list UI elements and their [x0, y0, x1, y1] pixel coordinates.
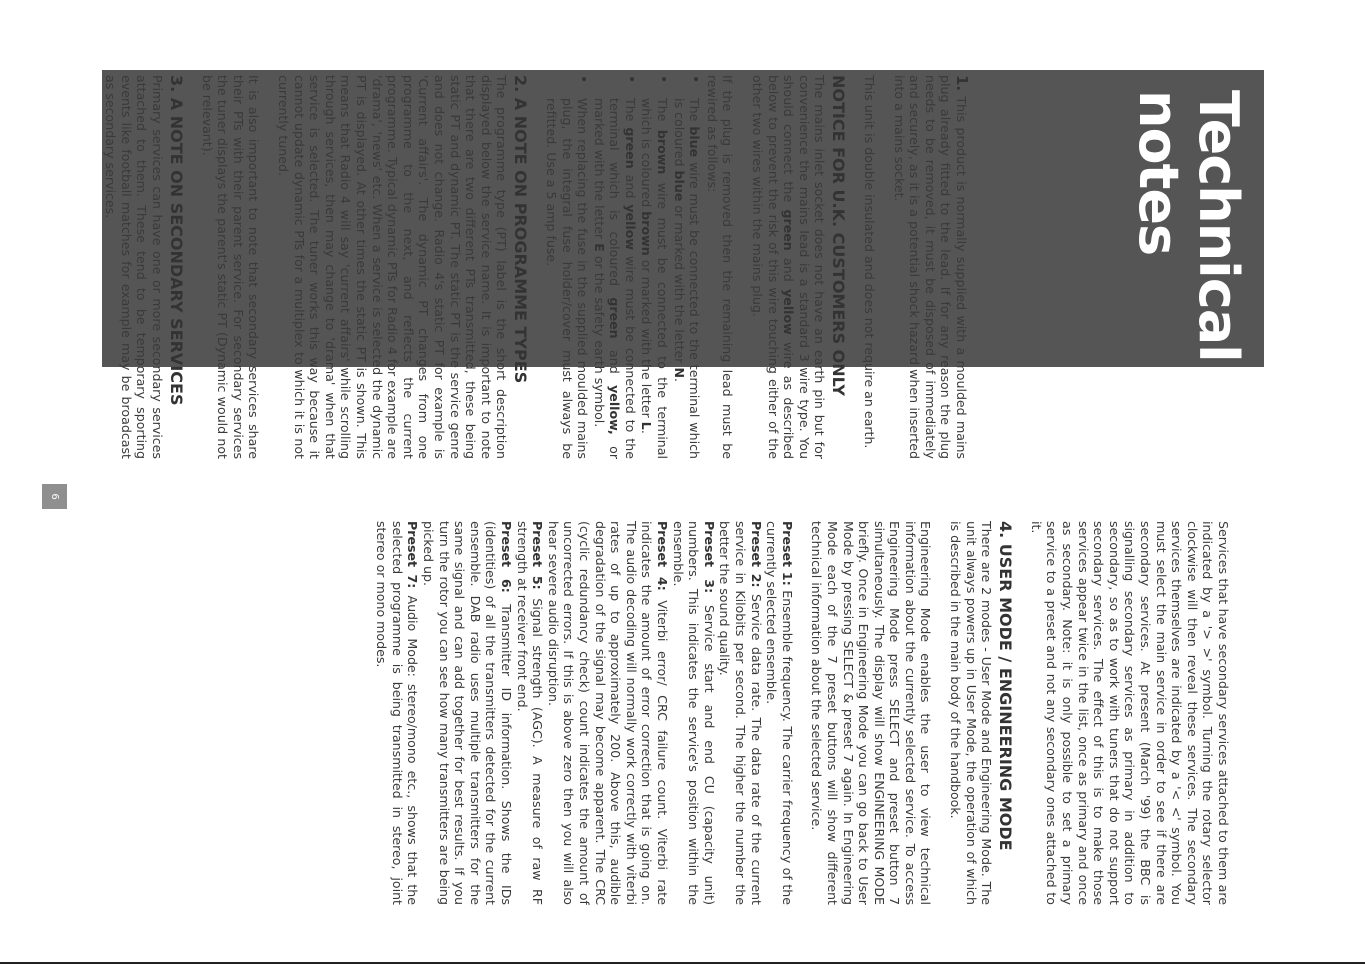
- secondary-services-paragraph: Services that have secondary services attached to them are indicated by a '> >' symbol. Turning the rotary selector clockwise will then reveal these services. The secondary services themselves are indicated by a '< <' symbol. You must select the main service in order to see if there are secondary services. At present (March '99) the BBC is signalling secondary services as primary in addition to secondary, so as to work with tuners that do not support secondary services. The effect of this is to make those services appear twice in the list, once as primary and once as secondary. Note: it is only possible to set a primary service to a preset and not any secondary ones attached to it.: [1028, 521, 1231, 905]
- wiring-item-brown: • The brown wire must be connected to the terminal which is coloured brown or marked with the letter L.: [639, 75, 670, 459]
- preset-item: Preset 3: Service start and end CU (capacity unit) numbers. This indicates the service's position within the ensemble.: [670, 521, 717, 905]
- wiring-item-fuse: • When replacing the fuse in the supplied moulded mains plug, the integral fuse holder/cover must always be refitted. Use a 5 amp fuse.: [543, 75, 590, 459]
- preset-item: Preset 6: Transmitter ID information. Shows the IDs (identities) of all the transmitters detected for the current ensemble. DAB radio uses multiple transmitters for the same signal and can add together for best results. If you turn the rotor you can see how many transmitters are being picked up.: [421, 521, 515, 905]
- uk-notice-heading: NOTICE FOR U.K. CUSTOMERS ONLY: [829, 75, 849, 396]
- rewire-intro: If the plug is removed then the remaining lead must be rewired as follows:: [704, 75, 736, 459]
- wiring-item-blue: • The blue wire must be connected to the terminal which is coloured blue or marked with the letter N.: [671, 75, 702, 459]
- uk-notice-paragraph: The mains inlet socket does not have an earth pin but for convenience the mains lead is a standard 3 wire type. You should connect the green and yellow wire as described below to prevent the risk of this wire touching either of the other two wires within the mains plug.: [750, 75, 828, 459]
- preset-list: [374, 521, 795, 905]
- section-1-paragraph: [891, 75, 969, 459]
- preset-item: Preset 1: Ensemble frequency. The carrier frequency of the currently selected ensemble.: [764, 521, 795, 905]
- page-title: Technical notes: [1127, 90, 1250, 362]
- right-column: [374, 521, 1231, 905]
- section-2-paragraph-2: It is also important to note that secondary services share their PTs with their parent service. For secondary services the tuner displays the parent's static PT (Dynamic would not be relevant).: [199, 75, 262, 459]
- preset-item: Preset 4: Viterbi error/ CRC failure count. Viterbi rate indicates the amount of error correction that is going on. The audio decoding will normally work correctly with viterbi rates of up to approximately 200. Above this, audible degradation of the signal may become apparent. The CRC (cyclic redundancy check) count indicates the amount of uncorrected errors. If this is above zero then you will also hear severe audio disruption.: [545, 521, 670, 905]
- section-4-paragraph-2: Engineering Mode enables the user to view technical information about the currently selected service. To access Engineering Mode press SELECT and preset button 7 simultaneously. The display will show ENGINEERING MODE briefly. Once in Engineering Mode you can go back to User Mode by pressing SELECT & preset 7 again. In Engineering Mode each of the 7 preset buttons will show different technical information about the selected service.: [809, 521, 934, 905]
- section-3-paragraph: Primary services can have one or more secondary services attached to them. These tend to be temporary sporting events like football matches for example may be broadcast as secondary services.: [103, 75, 166, 459]
- preset-item: Preset 7: Audio Mode: stereo/mono etc., shows that the selected programme is being transmitted in stereo, joint stereo or mono modes.: [374, 521, 421, 905]
- wiring-item-earth: • The green and yellow wire must be connected to the terminal which is coloured green and yellow, or marked with the letter E or the safety earth symbol.: [591, 75, 638, 459]
- page-number-badge: 6: [42, 484, 67, 509]
- section-2-paragraph-1: The programme type (PT) label is the short description displayed below the service name. It is important to note that there are two different PTs transmitted, these being static PT and dynamic PT. The static PT is the service genre and does not change. Radio 4's static PT for example is 'Current affairs'. The dynamic PT changes from one programme to the next, and reflects the current programme. Typical dynamic PTs for Radio 4 for example are 'drama', 'news' etc. When a service is selected the dynamic PT is displayed. At other times the static PT is shown. This means that Radio 4 will say 'current affairs' while scrolling through services, then may change to 'drama' when that service is selected. The tuner works this way because it cannot update dynamic PTs for a multiplex to which it is not currently tuned.: [276, 75, 510, 459]
- section-1-text: This product is normally supplied with a moulded mains plug already fitted to the lead. If for any reason the plug needs to be removed, it must be disposed of immediately and securely, as it is a potential shock hazard when inserted into a mains socket.: [891, 75, 969, 459]
- preset-item: Preset 5: Signal strength (AGC). A measure of raw RF strength at receiver front end.: [514, 521, 546, 905]
- section-3-heading: 3. A NOTE ON SECONDARY SERVICES: [167, 75, 187, 406]
- section-4-paragraph-1: There are 2 modes - User Mode and Engineering Mode. The unit always powers up in User Mode, the operation of which is described in the main body of the handbook.: [948, 521, 995, 905]
- section-4-heading: 4. USER MODE / ENGINEERING MODE: [996, 521, 1016, 851]
- left-column: [89, 75, 969, 459]
- section-2-heading: 2. A NOTE ON PROGRAMME TYPES: [511, 75, 531, 384]
- wiring-list: [543, 75, 702, 459]
- double-insulated-paragraph: This unit is double insulated and does not require an earth.: [862, 75, 878, 449]
- preset-item: Preset 2: Service data rate. The data rate of the current service in Kilobits per second. The higher the number the better the sound quality.: [717, 521, 764, 905]
- section-1-number: 1.: [953, 75, 971, 92]
